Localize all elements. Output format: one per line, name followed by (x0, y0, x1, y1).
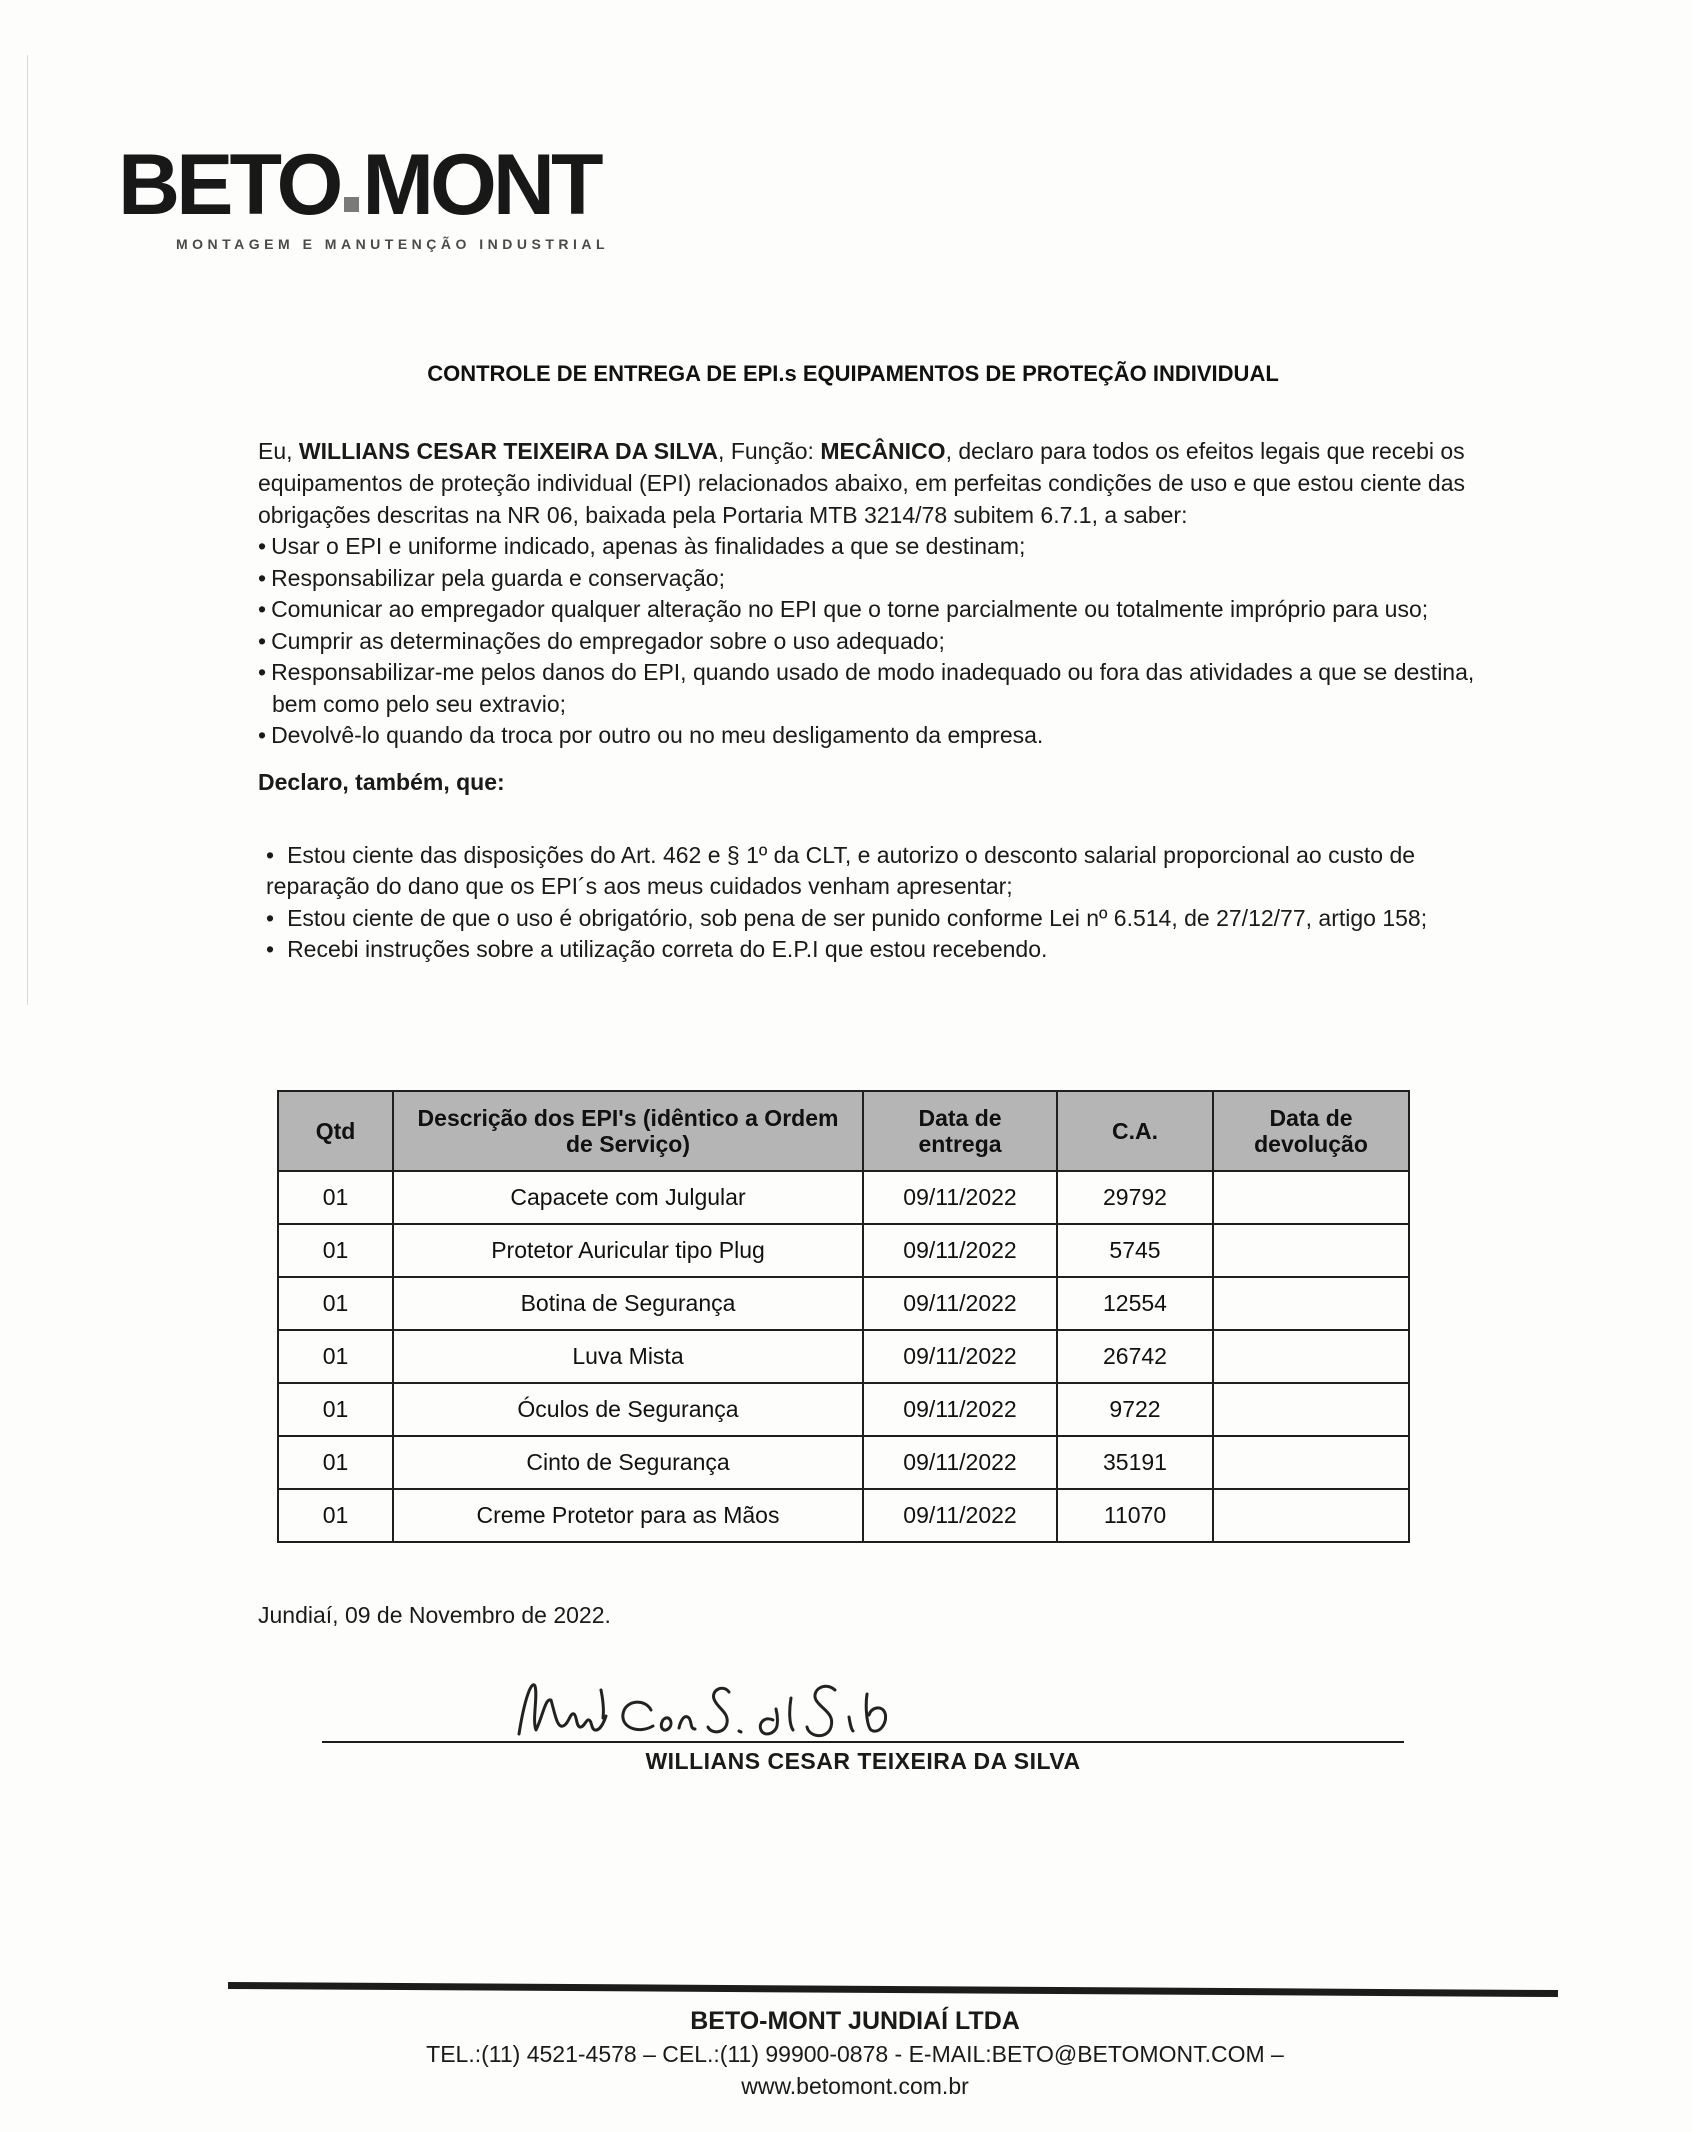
bullet-icon: • (266, 904, 275, 931)
logo-dot-icon (344, 197, 359, 212)
cell-descricao: Cinto de Segurança (393, 1436, 863, 1489)
logo-word-mont: MONT (362, 137, 600, 233)
cell-qtd: 01 (278, 1171, 393, 1224)
list-item-text: Responsabilizar pela guarda e conservação; (271, 564, 725, 591)
epi-table-header (278, 1091, 1409, 1171)
intro-suffix: , declaro para todos os efeitos legais que recebi os equipamentos de proteção individual (EPI) relacionados abaixo, em perfeitas condições de uso e que estou ciente das obrigações descritas na NR 06, baixada pela Portaria MTB 3214/78 subitem 6.7.1, a saber: (258, 438, 1465, 528)
cell-data-devolucao (1213, 1489, 1409, 1542)
cell-ca: 12554 (1057, 1277, 1213, 1330)
employee-name: WILLIANS CESAR TEIXEIRA DA SILVA (298, 438, 719, 464)
declare-heading: Declaro, também, que: (258, 768, 505, 795)
cell-descricao: Creme Protetor para as Mãos (393, 1489, 863, 1542)
table-row (278, 1436, 1409, 1489)
obligations-list (258, 531, 1510, 752)
list-item-text: Devolvê-lo quando da troca por outro ou no meu desligamento da empresa. (271, 722, 1044, 748)
cell-qtd: 01 (278, 1436, 393, 1489)
col-header-descricao: Descrição dos EPI's (idêntico a Ordem de Serviço) (393, 1091, 863, 1171)
list-item (258, 594, 1510, 626)
cell-data-devolucao (1213, 1383, 1409, 1436)
cell-data-devolucao (1213, 1436, 1409, 1489)
epi-table-body (278, 1171, 1409, 1542)
betomont-logo (118, 137, 609, 233)
list-item (258, 531, 1510, 563)
table-row (278, 1277, 1409, 1330)
cell-ca: 5745 (1057, 1224, 1213, 1277)
cell-qtd: 01 (278, 1383, 393, 1436)
list-item-text: Estou ciente de que o uso é obrigatório, sob pena de ser punido conforme Lei nº 6.514, de 27/12/77, artigo 158; (287, 904, 1428, 931)
cell-data-devolucao (1213, 1277, 1409, 1330)
footer-website: www.betomont.com.br (741, 2073, 969, 2099)
epi-table (277, 1090, 1410, 1543)
cell-ca: 11070 (1057, 1489, 1213, 1542)
signature-line (322, 1741, 1404, 1743)
cell-data-devolucao (1213, 1171, 1409, 1224)
cell-descricao: Luva Mista (393, 1330, 863, 1383)
declarations-list (258, 840, 1510, 966)
cell-ca: 29792 (1057, 1171, 1213, 1224)
col-header-qtd: Qtd (278, 1091, 393, 1171)
list-item (258, 563, 1510, 595)
footer-company: BETO-MONT JUNDIAÍ LTDA (690, 2007, 1020, 2035)
list-item-text: Cumprir as determinações do empregador sobre o uso adequado; (271, 627, 945, 654)
employee-role: MECÂNICO (820, 438, 946, 464)
intro-prefix: Eu, (258, 438, 299, 464)
footer-divider (228, 1982, 1558, 1997)
bullet-icon: • (258, 627, 267, 654)
table-row (278, 1171, 1409, 1224)
cell-data-entrega: 09/11/2022 (863, 1277, 1057, 1330)
bullet-icon: • (266, 841, 275, 868)
list-item-text: Estou ciente das disposições do Art. 462 e § 1º da CLT, e autorizo o desconto salarial proporcional ao custo de reparação do dano que os EPI´s aos meus cuidados venham apresentar; (266, 841, 1416, 899)
bullet-icon: • (258, 596, 267, 622)
table-row (278, 1330, 1409, 1383)
logo-tagline: MONTAGEM E MANUTENÇÃO INDUSTRIAL (176, 236, 610, 252)
cell-data-entrega: 09/11/2022 (863, 1330, 1057, 1383)
list-item-text: Comunicar ao empregador qualquer alteração no EPI que o torne parcialmente ou totalmente impróprio para uso; (271, 596, 1429, 622)
cell-data-devolucao (1213, 1224, 1409, 1277)
cell-qtd: 01 (278, 1489, 393, 1542)
cell-data-entrega: 09/11/2022 (863, 1436, 1057, 1489)
cell-qtd: 01 (278, 1330, 393, 1383)
cell-qtd: 01 (278, 1224, 393, 1277)
list-item (266, 903, 1510, 935)
list-item (258, 720, 1510, 752)
bullet-icon: • (258, 722, 267, 748)
list-item (266, 934, 1510, 966)
cell-ca: 26742 (1057, 1330, 1213, 1383)
intro-mid: , Função: (718, 438, 821, 464)
table-row (278, 1489, 1409, 1542)
cell-descricao: Botina de Segurança (393, 1277, 863, 1330)
cell-data-entrega: 09/11/2022 (863, 1224, 1057, 1277)
bullet-icon: • (258, 659, 267, 685)
cell-data-devolucao (1213, 1330, 1409, 1383)
list-item-text: Recebi instruções sobre a utilização correta do E.P.I que estou recebendo. (287, 936, 1048, 962)
footer-contact: TEL.:(11) 4521-4578 – CEL.:(11) 99900-0878 - E-MAIL:BETO@BETOMONT.COM – (426, 2041, 1284, 2067)
cell-data-entrega: 09/11/2022 (863, 1171, 1057, 1224)
cell-data-entrega: 09/11/2022 (863, 1489, 1057, 1542)
intro-paragraph (258, 435, 1510, 531)
col-header-data-devolucao: Data de devolução (1213, 1091, 1409, 1171)
scan-artifact-line (27, 55, 28, 1005)
list-item (258, 626, 1510, 658)
cell-qtd: 01 (278, 1277, 393, 1330)
logo-word-beto: BETO (118, 137, 340, 233)
cell-ca: 35191 (1057, 1436, 1213, 1489)
date-line: Jundiaí, 09 de Novembro de 2022. (258, 1602, 611, 1628)
bullet-icon: • (258, 533, 267, 559)
list-item (266, 840, 1510, 903)
bullet-icon: • (266, 936, 275, 962)
document-title: CONTROLE DE ENTREGA DE EPI.s EQUIPAMENTOS DE PROTEÇÃO INDIVIDUAL (427, 360, 1279, 386)
table-header-row (278, 1091, 1409, 1171)
cell-descricao: Capacete com Julgular (393, 1171, 863, 1224)
cell-descricao: Óculos de Segurança (393, 1383, 863, 1436)
table-row (278, 1383, 1409, 1436)
table-row (278, 1224, 1409, 1277)
document-body (258, 435, 1510, 966)
list-item-text: Responsabilizar-me pelos danos do EPI, quando usado de modo inadequado ou fora das atividades a que se destina, bem como pelo seu extravio; (271, 659, 1475, 717)
list-item (258, 657, 1510, 720)
col-header-data-entrega: Data de entrega (863, 1091, 1057, 1171)
company-logo-block (118, 137, 610, 252)
signature-name: WILLIANS CESAR TEIXEIRA DA SILVA (645, 1748, 1081, 1774)
list-item-text: Usar o EPI e uniforme indicado, apenas às finalidades a que se destinam; (271, 533, 1026, 559)
col-header-ca: C.A. (1057, 1091, 1213, 1171)
cell-data-entrega: 09/11/2022 (863, 1383, 1057, 1436)
bullet-icon: • (258, 564, 267, 591)
cell-descricao: Protetor Auricular tipo Plug (393, 1224, 863, 1277)
cell-ca: 9722 (1057, 1383, 1213, 1436)
